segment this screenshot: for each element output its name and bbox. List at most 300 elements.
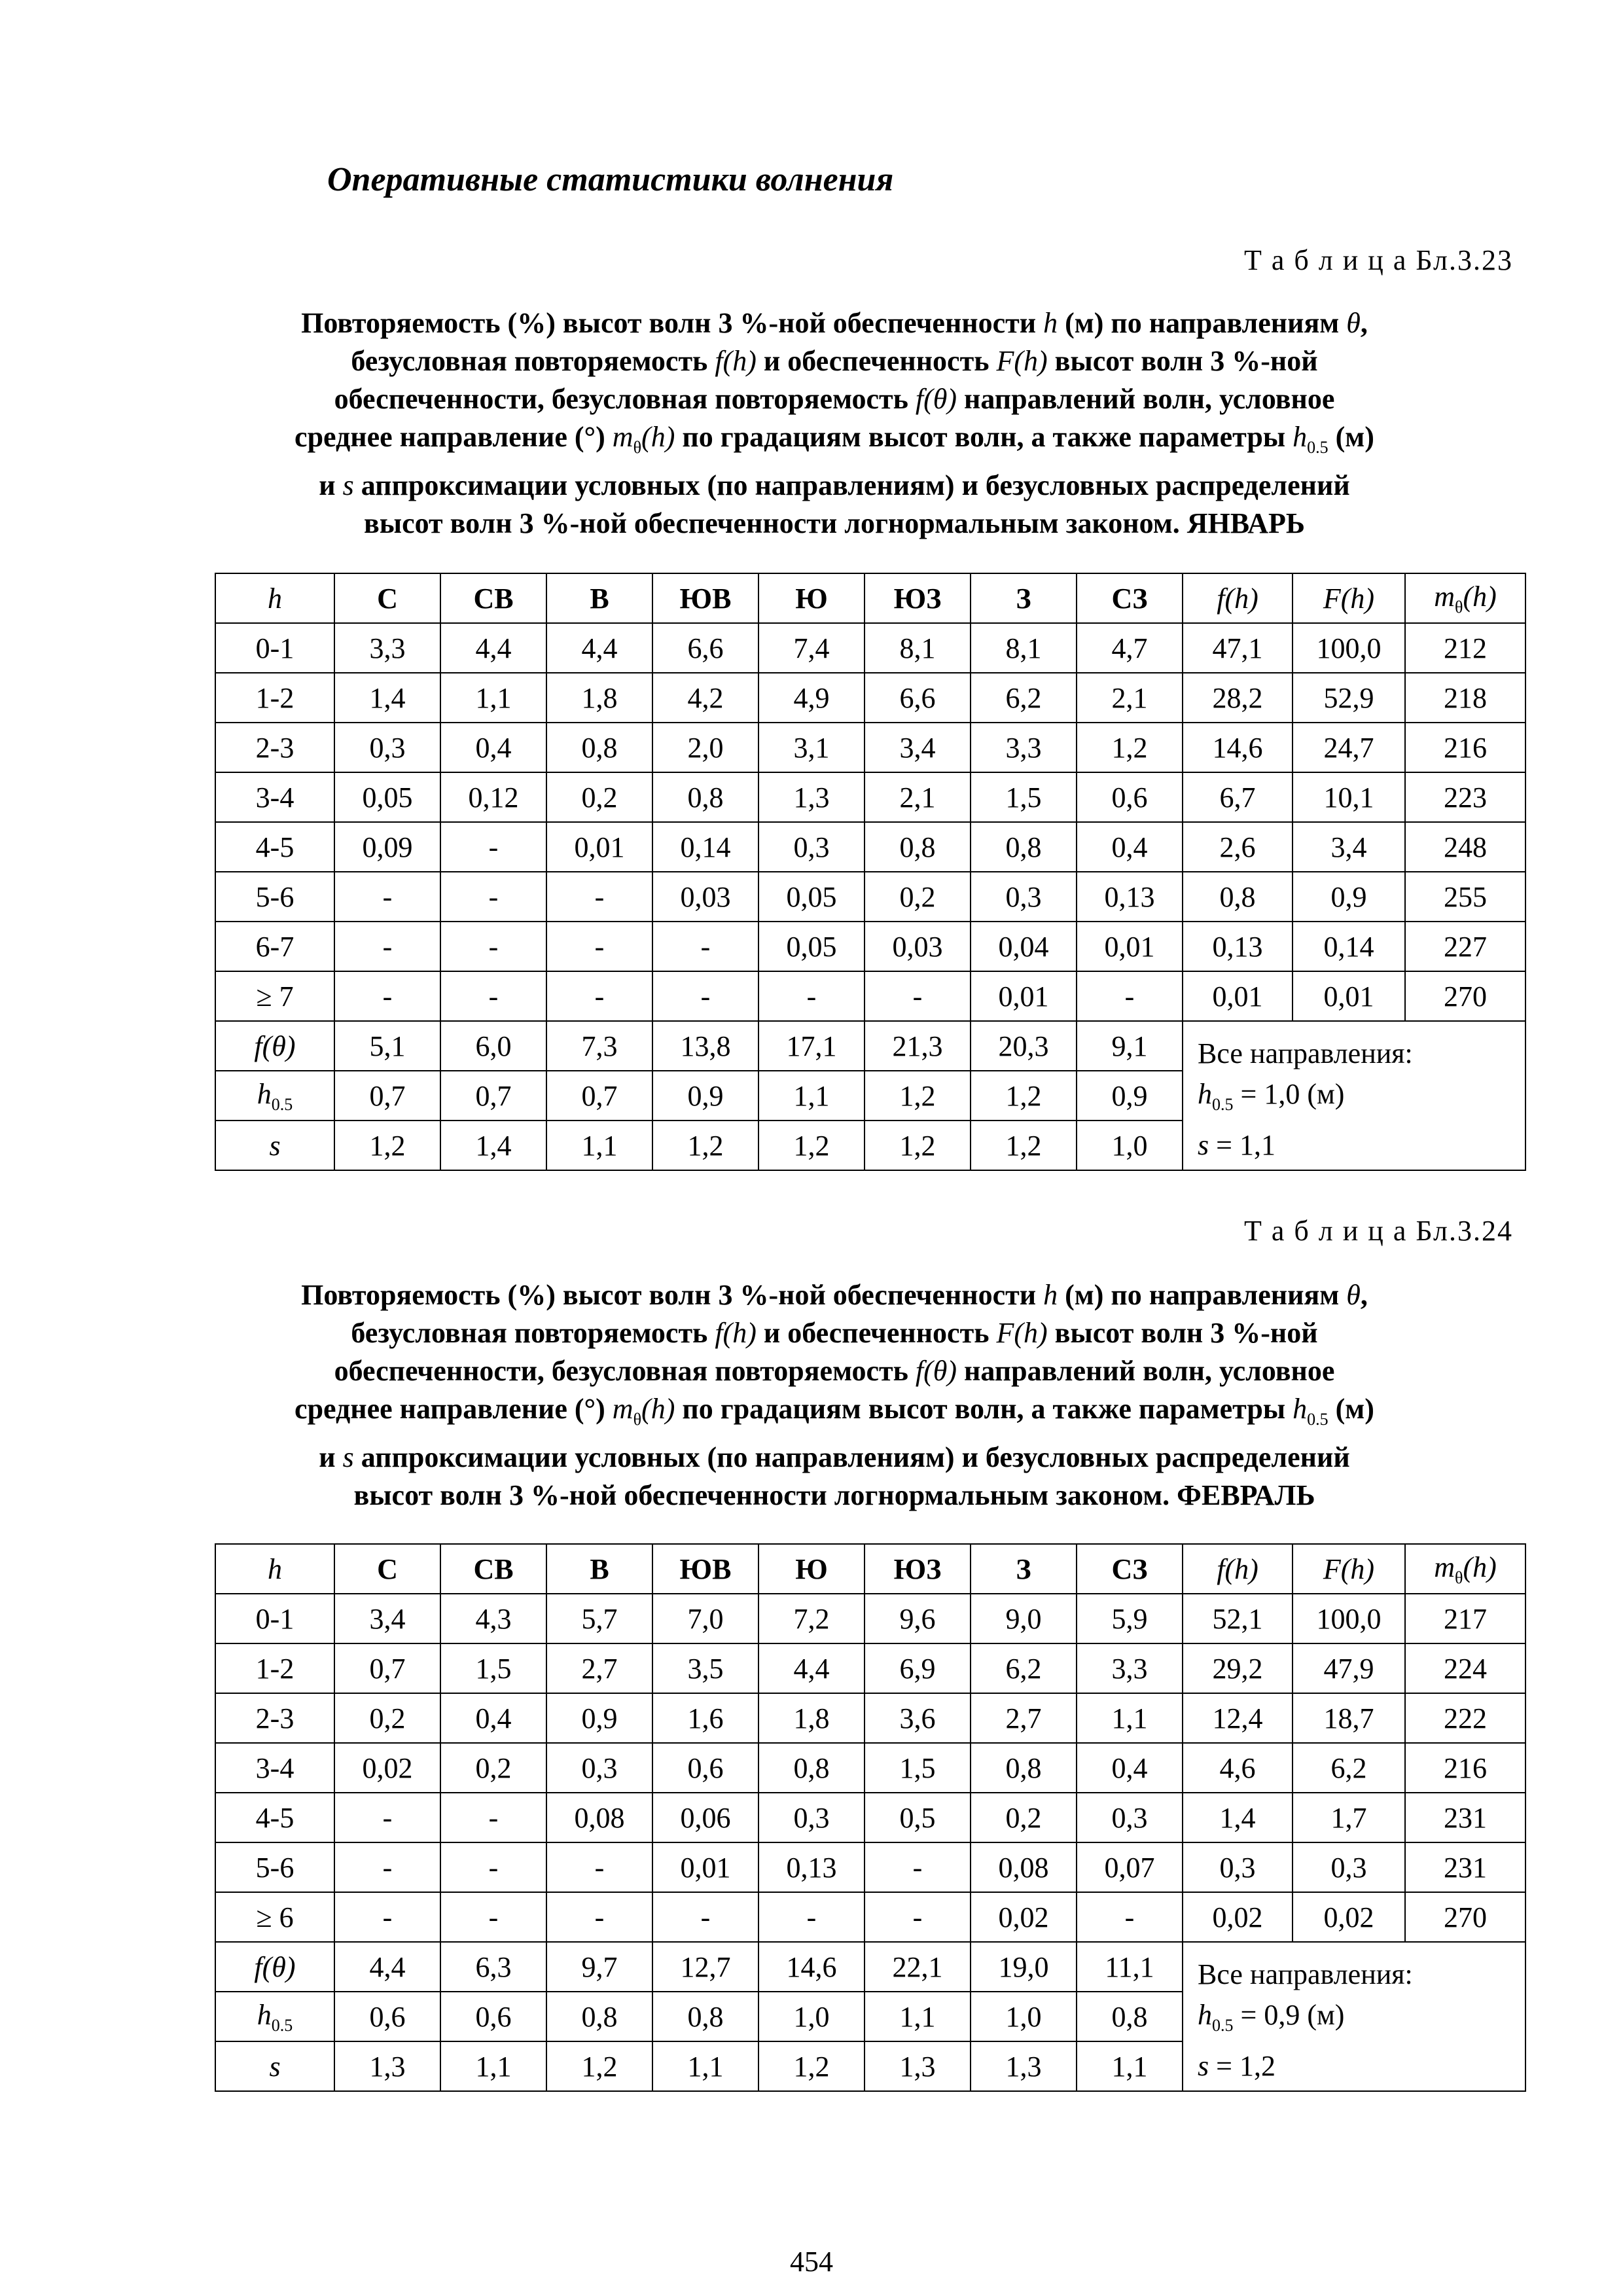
table-cell: 0,13 (1077, 872, 1183, 922)
table-cell: 1,3 (334, 2041, 440, 2091)
caption-line: безусловная повторяемость f(h) и обеспеченность F(h) высот волн 3 %-ной (351, 345, 1318, 377)
row-label: 0-1 (215, 1594, 334, 1643)
table-cell: 3,3 (1077, 1643, 1183, 1693)
table-cell: 12,4 (1183, 1693, 1293, 1743)
table-cell: 1,3 (758, 772, 865, 822)
table-cell: 3,3 (971, 723, 1077, 772)
table-cell: - (334, 922, 440, 971)
table-cell: - (334, 1793, 440, 1842)
table-cell: 4,6 (1183, 1743, 1293, 1793)
table-cell: 0,05 (334, 772, 440, 822)
table-cell: 0,4 (440, 1693, 546, 1743)
column-header: Ю (758, 1544, 865, 1594)
table-cell: 3,4 (1293, 822, 1405, 872)
wave-statistics-table (215, 1543, 1526, 2092)
table-cell: 14,6 (758, 1942, 865, 1992)
table-cell: 1,0 (758, 1992, 865, 2041)
table-cell: 1,2 (334, 1121, 440, 1170)
table-cell: 4,7 (1077, 623, 1183, 673)
parameter-label: s (215, 2041, 334, 2091)
row-label: 5-6 (215, 1842, 334, 1892)
table-cell: 0,01 (1077, 922, 1183, 971)
header-row (215, 1544, 1525, 1594)
summary-s: s = 1,1 (1198, 1128, 1275, 1161)
table-cell: 8,1 (865, 623, 971, 673)
parameter-label: f(θ) (215, 1942, 334, 1992)
table-cell: 6,6 (865, 673, 971, 723)
table-cell: 8,1 (971, 623, 1077, 673)
header-row (215, 573, 1525, 623)
table-cell: 19,0 (971, 1942, 1077, 1992)
table-cell: 0,8 (652, 1992, 758, 2041)
caption-line: обеспеченности, безусловная повторяемость f(θ) направлений волн, условное (334, 383, 1335, 415)
table-cell: - (1077, 971, 1183, 1021)
caption-line: Повторяемость (%) высот волн 3 %-ной обеспеченности h (м) по направлениям θ, (301, 307, 1368, 339)
table-cell: 1,8 (546, 673, 652, 723)
table-cell: - (546, 1892, 652, 1942)
column-header: Ю (758, 573, 865, 623)
table-cell: 0,01 (971, 971, 1077, 1021)
row-label: 2-3 (215, 723, 334, 772)
table-cell: 1,3 (865, 2041, 971, 2091)
table-cell: 0,04 (971, 922, 1077, 971)
table-cell: 1,1 (1077, 2041, 1183, 2091)
table-cell: 6,3 (440, 1942, 546, 1992)
table-cell: 9,6 (865, 1594, 971, 1643)
row-label: 0-1 (215, 623, 334, 673)
table-cell: 0,03 (865, 922, 971, 971)
table-cell: 6,2 (971, 673, 1077, 723)
table-cell: 1,1 (865, 1992, 971, 2041)
table-row (215, 1594, 1525, 1643)
caption-line: и s аппроксимации условных (по направлениям) и безусловных распределений (319, 469, 1350, 501)
column-header: h (215, 1544, 334, 1594)
table-cell: 6,0 (440, 1021, 546, 1071)
column-header: F(h) (1293, 1544, 1405, 1594)
table-cell: 0,8 (1077, 1992, 1183, 2041)
row-label: 4-5 (215, 822, 334, 872)
table-cell: 231 (1405, 1842, 1525, 1892)
table-row (215, 922, 1525, 971)
column-header: З (971, 1544, 1077, 1594)
caption-line: среднее направление (°) $m_\theta(h)$ по градациям высот волн, а также параметры $h_{0.5}$ (м) (294, 1393, 1374, 1429)
table-row (215, 772, 1525, 822)
table-cell: 1,4 (440, 1121, 546, 1170)
row-label: 3-4 (215, 772, 334, 822)
table-cell: 20,3 (971, 1021, 1077, 1071)
table-cell: 2,7 (546, 1643, 652, 1693)
table-cell: 0,8 (971, 822, 1077, 872)
table-row (215, 872, 1525, 922)
table-cell: 0,3 (971, 872, 1077, 922)
table-cell: 22,1 (865, 1942, 971, 1992)
table-cell: 0,8 (546, 1992, 652, 2041)
table-cell: 7,0 (652, 1594, 758, 1643)
table-cell: - (334, 872, 440, 922)
table-cell: 52,1 (1183, 1594, 1293, 1643)
table-cell: 0,2 (334, 1693, 440, 1743)
table-cell: - (1077, 1892, 1183, 1942)
table-cell: 0,8 (546, 723, 652, 772)
table-cell: 0,01 (1183, 971, 1293, 1021)
table-cell: 0,9 (1077, 1071, 1183, 1121)
table-cell: 1,2 (971, 1071, 1077, 1121)
table-cell: 0,2 (971, 1793, 1077, 1842)
table-cell: 0,3 (334, 723, 440, 772)
row-label: ≥ 6 (215, 1892, 334, 1942)
table-cell: - (440, 971, 546, 1021)
table-cell: - (865, 1842, 971, 1892)
table-cell: - (334, 971, 440, 1021)
table-cell: 1,0 (971, 1992, 1077, 2041)
table-cell: - (440, 922, 546, 971)
table-cell: 0,09 (334, 822, 440, 872)
table-cell: 0,3 (546, 1743, 652, 1793)
caption-line: высот волн 3 %-ной обеспеченности логнормальным законом. ФЕВРАЛЬ (353, 1479, 1315, 1511)
table-cell: 0,2 (546, 772, 652, 822)
table-cell: 0,6 (652, 1743, 758, 1793)
table-cell: - (546, 1842, 652, 1892)
table-cell: 1,2 (865, 1121, 971, 1170)
table-cell: 0,3 (758, 822, 865, 872)
table-cell: 0,03 (652, 872, 758, 922)
parameter-label: s (215, 1121, 334, 1170)
table-cell: 1,2 (971, 1121, 1077, 1170)
column-header: f(h) (1183, 1544, 1293, 1594)
table-cell: - (440, 872, 546, 922)
table-cell: 0,8 (865, 822, 971, 872)
parameter-label: f(θ) (215, 1021, 334, 1071)
all-directions-summary (1183, 1942, 1525, 2091)
column-header: $m_\theta(h)$ (1405, 573, 1525, 623)
table-cell: 0,6 (440, 1992, 546, 2041)
column-header: ЮЗ (865, 573, 971, 623)
table-cell: 3,3 (334, 623, 440, 673)
table-cell: 0,6 (334, 1992, 440, 2041)
table-cell: 0,05 (758, 922, 865, 971)
table-cell: 0,6 (1077, 772, 1183, 822)
table-row (215, 1743, 1525, 1793)
summary-s: s = 1,2 (1198, 2049, 1275, 2082)
table-cell: 3,4 (334, 1594, 440, 1643)
table-cell: 0,9 (652, 1071, 758, 1121)
table-cell: 29,2 (1183, 1643, 1293, 1693)
table-cell: - (652, 1892, 758, 1942)
table-cell: 248 (1405, 822, 1525, 872)
row-label: 5-6 (215, 872, 334, 922)
table-cell: 0,07 (1077, 1842, 1183, 1892)
table-cell: 2,1 (1077, 673, 1183, 723)
table-cell: 0,4 (440, 723, 546, 772)
table-cell: 2,1 (865, 772, 971, 822)
table-cell: 0,3 (1293, 1842, 1405, 1892)
table-cell: 231 (1405, 1793, 1525, 1842)
parameter-row (215, 1942, 1525, 1992)
table-cell: 4,4 (334, 1942, 440, 1992)
table-cell: 100,0 (1293, 623, 1405, 673)
row-label: 2-3 (215, 1693, 334, 1743)
table-cell: - (652, 922, 758, 971)
table-cell: - (546, 872, 652, 922)
table-caption (216, 1276, 1453, 1515)
table-cell: - (865, 1892, 971, 1942)
all-directions-summary (1183, 1021, 1525, 1170)
table-cell: 17,1 (758, 1021, 865, 1071)
table-cell: 0,02 (334, 1743, 440, 1793)
table-cell: 21,3 (865, 1021, 971, 1071)
table-cell: 18,7 (1293, 1693, 1405, 1743)
column-header: В (546, 1544, 652, 1594)
table-cell: - (440, 1892, 546, 1942)
column-header: $m_\theta(h)$ (1405, 1544, 1525, 1594)
table-row (215, 1793, 1525, 1842)
table-cell: 216 (1405, 723, 1525, 772)
column-header: СЗ (1077, 1544, 1183, 1594)
row-label: 1-2 (215, 673, 334, 723)
table-cell: 2,6 (1183, 822, 1293, 872)
table-cell: 1,3 (971, 2041, 1077, 2091)
column-header: СЗ (1077, 573, 1183, 623)
table-cell: 0,01 (1293, 971, 1405, 1021)
table-cell: 0,12 (440, 772, 546, 822)
table-cell: 7,3 (546, 1021, 652, 1071)
table-cell: 1,5 (971, 772, 1077, 822)
table-row (215, 822, 1525, 872)
table-label: Т а б л и ц а Бл.3.23 (1243, 244, 1513, 276)
table-cell: 0,06 (652, 1793, 758, 1842)
table-cell: 1,1 (440, 673, 546, 723)
table-cell: 1,2 (1077, 723, 1183, 772)
table-cell: 0,08 (971, 1842, 1077, 1892)
table-cell: 7,2 (758, 1594, 865, 1643)
table-cell: 6,2 (1293, 1743, 1405, 1793)
table-cell: 1,1 (546, 1121, 652, 1170)
table-cell: 28,2 (1183, 673, 1293, 723)
table-cell: 255 (1405, 872, 1525, 922)
table-cell: 7,4 (758, 623, 865, 673)
column-header: З (971, 573, 1077, 623)
table-cell: 4,4 (758, 1643, 865, 1693)
table-cell: 12,7 (652, 1942, 758, 1992)
table-cell: 9,0 (971, 1594, 1077, 1643)
table-cell: 3,5 (652, 1643, 758, 1693)
row-label: 3-4 (215, 1743, 334, 1793)
table-cell: 6,6 (652, 623, 758, 673)
table-cell: 0,02 (971, 1892, 1077, 1942)
table-caption (216, 304, 1453, 543)
caption-line: Повторяемость (%) высот волн 3 %-ной обеспеченности h (м) по направлениям θ, (301, 1279, 1368, 1311)
table-cell: 0,05 (758, 872, 865, 922)
table-cell: 5,1 (334, 1021, 440, 1071)
table-row (215, 971, 1525, 1021)
table-row (215, 723, 1525, 772)
caption-line: обеспеченности, безусловная повторяемость f(θ) направлений волн, условное (334, 1355, 1335, 1387)
table-cell: 2,7 (971, 1693, 1077, 1743)
table-row (215, 1842, 1525, 1892)
table-label: Т а б л и ц а Бл.3.24 (1243, 1215, 1513, 1247)
table-cell: 218 (1405, 673, 1525, 723)
table-cell: 216 (1405, 1743, 1525, 1793)
table-cell: 0,5 (865, 1793, 971, 1842)
table-cell: 0,9 (1293, 872, 1405, 922)
section-heading: Оперативные статистики волнения (327, 161, 894, 198)
table-cell: - (440, 1793, 546, 1842)
table-row (215, 673, 1525, 723)
caption-line: безусловная повторяемость f(h) и обеспеченность F(h) высот волн 3 %-ной (351, 1317, 1318, 1349)
table-cell: 0,13 (1183, 922, 1293, 971)
table-cell: 0,02 (1293, 1892, 1405, 1942)
page-number: 454 (790, 2246, 833, 2278)
table-cell: 0,3 (1077, 1793, 1183, 1842)
table-cell: 0,4 (1077, 822, 1183, 872)
table-cell: - (546, 971, 652, 1021)
table-cell: 14,6 (1183, 723, 1293, 772)
table-cell: 1,2 (546, 2041, 652, 2091)
table-cell: 227 (1405, 922, 1525, 971)
table-cell: 4,3 (440, 1594, 546, 1643)
table-cell: 1,8 (758, 1693, 865, 1743)
row-label: 4-5 (215, 1793, 334, 1842)
table-cell: 1,6 (652, 1693, 758, 1743)
table-cell: 13,8 (652, 1021, 758, 1071)
table-cell: 0,7 (546, 1071, 652, 1121)
column-header: СВ (440, 573, 546, 623)
table-cell: 1,7 (1293, 1793, 1405, 1842)
table-cell: 0,02 (1183, 1892, 1293, 1942)
table-cell: 224 (1405, 1643, 1525, 1693)
column-header: F(h) (1293, 573, 1405, 623)
table-cell: 1,5 (865, 1743, 971, 1793)
column-header: С (334, 573, 440, 623)
table-cell: 217 (1405, 1594, 1525, 1643)
table-cell: - (758, 971, 865, 1021)
table-cell: 0,13 (758, 1842, 865, 1892)
table-cell: 0,8 (758, 1743, 865, 1793)
table-cell: 0,14 (652, 822, 758, 872)
table-cell: 0,8 (652, 772, 758, 822)
table-cell: 5,9 (1077, 1594, 1183, 1643)
table-cell: 52,9 (1293, 673, 1405, 723)
table-cell: 0,14 (1293, 922, 1405, 971)
table-cell: 0,01 (652, 1842, 758, 1892)
table-cell: 0,3 (1183, 1842, 1293, 1892)
table-cell: 212 (1405, 623, 1525, 673)
column-header: f(h) (1183, 573, 1293, 623)
table-cell: 0,2 (865, 872, 971, 922)
table-cell: - (334, 1892, 440, 1942)
column-header: В (546, 573, 652, 623)
table-cell: 11,1 (1077, 1942, 1183, 1992)
column-header: ЮЗ (865, 1544, 971, 1594)
table-cell: 6,2 (971, 1643, 1077, 1693)
table-cell: 5,7 (546, 1594, 652, 1643)
table-cell: 1,4 (1183, 1793, 1293, 1842)
column-header: ЮВ (652, 573, 758, 623)
table-row (215, 1693, 1525, 1743)
table-cell: 1,4 (334, 673, 440, 723)
row-label: 6-7 (215, 922, 334, 971)
table-row (215, 1892, 1525, 1942)
table-cell: - (440, 1842, 546, 1892)
column-header: С (334, 1544, 440, 1594)
table-cell: - (865, 971, 971, 1021)
table-cell: 3,1 (758, 723, 865, 772)
table-cell: 0,3 (758, 1793, 865, 1842)
table-cell: 3,4 (865, 723, 971, 772)
table-cell: 1,2 (865, 1071, 971, 1121)
table-cell: 9,1 (1077, 1021, 1183, 1071)
table-cell: 270 (1405, 1892, 1525, 1942)
table-cell: 4,4 (440, 623, 546, 673)
table-cell: 0,08 (546, 1793, 652, 1842)
table-cell: 0,7 (334, 1643, 440, 1693)
caption-line: среднее направление (°) $m_\theta(h)$ по градациям высот волн, а также параметры $h_{0.5}$ (м) (294, 421, 1374, 457)
table-cell: 222 (1405, 1693, 1525, 1743)
table-cell: 0,2 (440, 1743, 546, 1793)
table-cell: 10,1 (1293, 772, 1405, 822)
table-cell: 1,1 (440, 2041, 546, 2091)
row-label: 1-2 (215, 1643, 334, 1693)
table-cell: 9,7 (546, 1942, 652, 1992)
table-cell: 1,0 (1077, 1121, 1183, 1170)
table-cell: 0,7 (440, 1071, 546, 1121)
summary-h05: $h_{0.5} = 1,0$ (м) (1198, 1078, 1345, 1114)
table-cell: 223 (1405, 772, 1525, 822)
table-cell: - (758, 1892, 865, 1942)
table-row (215, 1643, 1525, 1693)
table-cell: 0,7 (334, 1071, 440, 1121)
table-cell: 0,8 (971, 1743, 1077, 1793)
table-cell: 24,7 (1293, 723, 1405, 772)
table-cell: 4,9 (758, 673, 865, 723)
summary-h05: $h_{0.5} = 0,9$ (м) (1198, 1999, 1345, 2035)
table-cell: 0,8 (1183, 872, 1293, 922)
table-cell: 1,1 (1077, 1693, 1183, 1743)
table-cell: 1,2 (758, 1121, 865, 1170)
caption-line: и s аппроксимации условных (по направлениям) и безусловных распределений (319, 1441, 1350, 1473)
parameter-row (215, 1021, 1525, 1071)
column-header: h (215, 573, 334, 623)
table-cell: 6,7 (1183, 772, 1293, 822)
table-cell: 4,2 (652, 673, 758, 723)
table-cell: 270 (1405, 971, 1525, 1021)
table-cell: 0,4 (1077, 1743, 1183, 1793)
summary-title: Все направления: (1198, 1037, 1413, 1069)
table-cell: 1,1 (758, 1071, 865, 1121)
table-cell: 1,2 (652, 1121, 758, 1170)
table-cell: 4,4 (546, 623, 652, 673)
table-cell: 0,01 (546, 822, 652, 872)
wave-statistics-table (215, 573, 1526, 1171)
caption-line: высот волн 3 %-ной обеспеченности логнормальным законом. ЯНВАРЬ (363, 507, 1306, 539)
summary-title: Все направления: (1198, 1958, 1413, 1990)
row-label: ≥ 7 (215, 971, 334, 1021)
table-cell: 47,9 (1293, 1643, 1405, 1693)
parameter-label: $h_{0.5}$ (215, 1071, 334, 1121)
table-cell: - (440, 822, 546, 872)
table-row (215, 623, 1525, 673)
table-cell: 2,0 (652, 723, 758, 772)
table-cell: 3,6 (865, 1693, 971, 1743)
column-header: СВ (440, 1544, 546, 1594)
table-cell: 100,0 (1293, 1594, 1405, 1643)
table-cell: 1,5 (440, 1643, 546, 1693)
table-cell: 47,1 (1183, 623, 1293, 673)
table-cell: 1,2 (758, 2041, 865, 2091)
column-header: ЮВ (652, 1544, 758, 1594)
table-cell: 1,1 (652, 2041, 758, 2091)
table-cell: 6,9 (865, 1643, 971, 1693)
